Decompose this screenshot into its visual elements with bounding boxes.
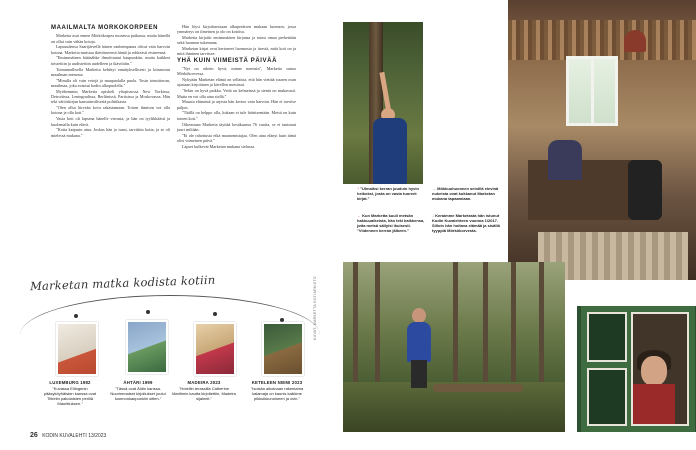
- person-at-desk: [548, 140, 582, 180]
- caption-text: Keraimme Marketasta hän istunut Kodin Kuvalehteen vuonna 1/2017. Silloin hän hoitava elämää ja sisällä tyyppiä Mörkökorvesta.: [432, 213, 500, 233]
- timeline-photo: [126, 320, 168, 374]
- person-body: [407, 322, 431, 362]
- arrow-down-icon: ↓: [432, 213, 434, 218]
- caption-text: Mökkuuhuoneen seinillä elevinä nukeista ovat kukkanut Marketan mukana tapaamiaan.: [432, 186, 499, 201]
- page-footer: [30, 432, 106, 439]
- caption-text: Kun Marketta kuuli metsän hakkuuaikeista, hän teki kaikkensa, jotta metsä säilyisi ikuisesti. "Viidennen kerran jälkeen.": [357, 213, 425, 233]
- person-body: [373, 118, 407, 184]
- paragraph: Toiminnallisella Marketta kehittyi ennätyksellisesti ja kiinnostui maailman menosta.: [51, 66, 170, 77]
- stop-text: "Tässä ovat Äidin kanssa. Nuorimmaiset kirjoitukset joutui luonnonkaupunkiin sitten.": [110, 385, 166, 401]
- arrow-up-icon: ↑: [357, 186, 359, 191]
- window: [566, 56, 618, 126]
- section-heading-1: MAAILMALTA MÖRKÖKORPEEN: [51, 25, 159, 31]
- face: [641, 356, 667, 386]
- paragraph: "Sekin on hyvä paikka. Vettä on kelmeinsä ja sieniä on mukavasti. Mutta en voi olla aina siellä.": [177, 88, 296, 99]
- timeline-label: [106, 380, 170, 401]
- fallen-log: [433, 384, 523, 392]
- timeline-dot: [74, 314, 78, 318]
- page-number: 26: [30, 432, 38, 439]
- photo-tree-climb: [343, 22, 423, 184]
- paragraph: Lapsuudensa Saarijärvellä hänen vanhempansa olivat vain harvoin kotona. Marketta muistaa ikävöineensä häntä ja rohkeasti etsineensä.: [51, 44, 170, 55]
- paragraph: Lapset kulkevat Marketan mukana sielussa.: [182, 143, 256, 149]
- paragraph: Myöhemmin Marketta opiskeli yliopistossa New Yorkissa, Detroitissa, Leningradissa, Berliinissä, Pariisissa ja Moskovassa. Hän teki väitöskirjan kansainvälisestä politiikasta.: [51, 88, 170, 105]
- article-column-1: [51, 24, 170, 282]
- timeline-dot: [213, 312, 217, 316]
- timeline-photo: [262, 322, 304, 376]
- photo-credit: KUVAT: MARKETTA KOTIARKISTO: [313, 276, 317, 340]
- stop-place: ÄHTÄRI 1999: [123, 380, 153, 385]
- arrow-left-icon: ←: [357, 213, 361, 218]
- paragraph: "Kotia kaipasin aina. Joskus hän jo tunsi, tarvittiin kotia, ja se oli mielessä mukana.": [51, 127, 170, 138]
- paragraph: Vasta koti oli lapsena hänelle vierasta, ja hän on tyylikkäästi ja kuolemalla kuin elävä.: [51, 116, 170, 127]
- paragraph: "Minulla oli vain vetojä ja maapuolalla puola. Tosin toimittavan, maailmaa, joka avautui kodin ulkopuolella.": [51, 77, 170, 88]
- timeline-dot: [146, 310, 150, 314]
- paragraph: Hän löysi kirjoittaessaan alkuperäisen mukaan luonnon, jossa ymmärrys on ilmeinen ja olo on kotoisa.: [177, 24, 296, 35]
- stop-place: KETELEEN NIEMI 2023: [251, 380, 303, 385]
- photo-room-interior: [508, 0, 696, 280]
- caption-1: [357, 186, 427, 201]
- stop-text: "Hotellin terassilla Catherine Maritimin kautta kirjoitettiin, Madeira sijainnit.": [172, 385, 236, 401]
- timeline-label: [38, 380, 102, 406]
- timeline-label: [245, 380, 309, 401]
- paragraph: Marketta asui ennen Mörkökorpea monessa paikassa, mutta hänellä on ollut vain vähän kotoja.: [51, 33, 170, 44]
- arrow-right-icon: →: [432, 186, 436, 191]
- paragraph: Marketan kirjat ovat kertoneet luonnosta ja itsestä, mitä koti on ja mitä ihminen tarvitsee.: [177, 46, 296, 57]
- stop-place: MADEIRA 2023: [187, 380, 221, 385]
- section-heading-2: YHÄ KUIN VIIMEISTÄ PÄIVÄÄ: [177, 57, 278, 64]
- caption-3: [432, 186, 504, 201]
- paragraph: "Olen ollut hirveän kova rakastamaan. Toisen ihmisen voi olla kotona ja olla koti.": [51, 105, 170, 116]
- stop-text: "Kuvassa Ellingenin pääsyköyhäisten kanssa ovat Tiibetin pakolaisten perillä Mauritiuksen.": [43, 385, 97, 406]
- paragraph: "Ensimmäinen hätäsähke ilmoittautui kaupunkiin, mutta kaikkea toistettiin ja uudistettiin uudelleen ja ikävöitiin.": [51, 55, 170, 66]
- paragraph: Muusta elämästä ja arjesta hän kertoo vain harvoin. Hän ei tarvitse paljon.: [177, 99, 296, 110]
- caption-text: "Ulmaiksi kerran jouduin hyvin heikoksi, josta on vasta tuoreet kirjat.": [357, 186, 419, 201]
- window-pane: [587, 312, 627, 362]
- paragraph: "Nyt on oikein hyvä, minne menisin", Marketta sanoo Mörkökorvessa.: [177, 66, 296, 77]
- shirt: [633, 384, 675, 424]
- photo-forest: [343, 262, 565, 432]
- article-column-2: [177, 24, 296, 282]
- timeline-photo: [194, 322, 236, 376]
- doll-shelf: [508, 20, 696, 60]
- paragraph: Nykyään Marketan elämä on sellaista, että hän viettää suuren osan ajastaan kirjoittaen ja kävellen metsässä.: [177, 77, 296, 88]
- person-legs: [411, 360, 427, 388]
- timeline-photo: [56, 322, 98, 376]
- timeline-title: Marketan matka kodista kotiin: [29, 272, 216, 294]
- photo-window-portrait: [574, 306, 696, 432]
- stop-place: LUXEMBURG 1982: [49, 380, 91, 385]
- stop-text: "Isoisän aikoinaan rakentama kalamaja on kaunis kaikkine pikkuikkunoineen ja ovin.": [250, 385, 304, 401]
- paragraph: Marketta kirjoitti ensimmäisen kirjansa ja toimi omaa perhettään sekä luonnon tukemana.: [177, 35, 296, 46]
- window-pane: [587, 368, 627, 426]
- caption-2: [357, 213, 427, 233]
- paragraph: "Täällä on helppo olla, kukaan ei tule häiritsemään. Metsä on kuin toinen koti.": [177, 110, 296, 121]
- paragraph: Oikeastaan Marketta täyttää kesäkuussa 76 vuotta, se ei tuntunut juuri miltään.: [177, 121, 296, 132]
- person-head: [412, 308, 426, 323]
- caption-4: [432, 213, 504, 233]
- paragraph: "Ei ole rahoitusta eikä maanomistajaa. Olen aina elänyt kuin tämä olisi viimeinen päivä.": [177, 132, 296, 143]
- lamp: [624, 30, 646, 52]
- office-chair: [628, 160, 662, 220]
- timeline-label: [172, 380, 236, 401]
- magazine-name: KODIN KUVALEHTI 13/2023: [42, 433, 107, 439]
